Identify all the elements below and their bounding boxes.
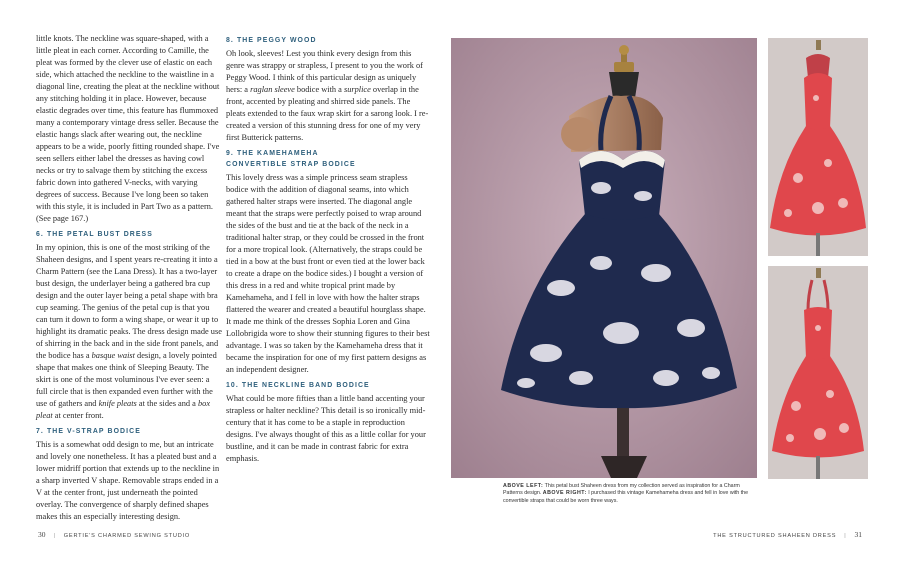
footer-divider: | xyxy=(844,533,847,539)
footer-left xyxy=(38,530,190,539)
text-run: at center front. xyxy=(52,411,104,420)
emphasis-box-pleat: box pleat xyxy=(36,399,211,420)
dress-form-navy-illustration xyxy=(451,38,757,478)
photo-caption xyxy=(503,483,753,505)
dress-form-red-halter-illustration xyxy=(768,266,868,479)
heading-petal-bust-dress: 6. THE PETAL BUST DRESS xyxy=(36,231,153,238)
heading-kamehameha xyxy=(226,148,430,170)
photo-kamehameha-dress-crossed xyxy=(768,38,868,256)
heading-line: 9. THE KAMEHAMEHA xyxy=(226,150,319,157)
caption-text-left: This petal bust Shaheen dress from my collection served as inspiration for a Charm Patterns design. xyxy=(503,483,740,497)
text-run: at the sides and a xyxy=(136,399,198,408)
text-column-left xyxy=(36,33,222,523)
text-run: bodice with a xyxy=(294,85,344,94)
caption-lead-left: ABOVE LEFT: xyxy=(503,483,544,489)
paragraph-peggy-wood xyxy=(226,48,430,144)
page-number-left: 30 xyxy=(38,530,46,539)
book-title: GERTIE'S CHARMED SEWING STUDIO xyxy=(63,533,191,539)
emphasis-basque-waist: basque waist xyxy=(91,351,135,360)
footer-right xyxy=(713,530,862,539)
heading-peggy-wood: 8. THE PEGGY WOOD xyxy=(226,37,317,44)
text-run: Oh look, sleeves! Lest you think every design from this genre was strappy or strapless, I present to you the work of Peggy Wood. I think of this particular design as uniquely hers: a xyxy=(226,49,423,94)
text-run: In my opinion, this is one of the most striking of the Shaheen designs, and I spent years re-creating it into a Charm Pattern (see the Lana Dress). It has a two-layer bust design, the underlayer being a gathered bra cup design and the outer layer being a petal shape with bra cup seaming. The genius of the petal cup is that you can turn it down to form a wing shape, or wear it up to highlight its dramatic peaks. The dress design made use of shirring in the back and in the side front panels, and the bodice has a xyxy=(36,243,222,360)
paragraph-neckline-pleat: little knots. The neckline was square-shaped, with a little pleat in each corner. According to Camille, the pleat was formed by the clever use of elastic on each side, which attached the neckline to the waistline in a diagonal line, creating the pleat at the neckline without any stitching holding it in place. However, because elastic degrades over time, this feature has flummoxed many a contemporary vintage dress seller. Because the elastic hangs slack after wearing out, the neckline appears to be a wide, poorly fitting rounded shape. I've seen sellers either label the dresses as having cowl necks or try to salvage them by stitching the excess fabric down into gathered V-necks, with varying degrees of success. Because I've long been so taken with this style, it is included in Part Two as a pattern. (See page 167.) xyxy=(36,34,220,223)
emphasis-surplice: surplice xyxy=(343,85,371,94)
paragraph-v-strap-bodice: This is a somewhat odd design to me, but an intricate and lovely one nonetheless. It has a pleated bust and a lower midriff portion that extends up to the neckline in a sharp inverted V shape. Removable straps ended in a V at the center front, just underneath the pointed overlay. The convergence of sharply defined shapes makes this an especially interesting design. xyxy=(36,440,220,521)
paragraph-neckline-band-bodice: What could be more fifties than a little band accenting your strapless or halter neckline? This detail is so ironically mid-century that it has come to be a staple in reproduction designs. I've always thought of this as a little collar for your bustline, and it can be made in contrast fabric for extra emphasis. xyxy=(226,394,426,463)
text-run: design, a lovely pointed shape that makes one think of Sleeping Beauty. The skirt is one of the most voluminous I've ever seen: a full circle that is then expanded even further with the use of gathers and xyxy=(36,351,217,408)
photo-petal-bust-dress xyxy=(451,38,757,478)
photo-kamehameha-dress-halter xyxy=(768,266,868,479)
paragraph-kamehameha: This lovely dress was a simple princess seam strapless bodice with the addition of diagonal seams, into which gathered halter straps were inserted. The diagonal angle meant that the straps were perfectly poised to wrap around the sides of the bust and tie at the back of the neck in a traditional halter strap, or they could be crossed in the front for a more tropical look. (Alternatively, the straps could be tied in a bow at the bust front or even tied at the lower back to create a drape on the bodice sides.) I bought a version of this dress in a red and white tropical print made by Kamehameha, and I fell in love with how the halter straps flattered the wearer and created a beautiful hourglass shape. It made me think of the dresses Sophia Loren and Gina Lollobrigida wore to show their stunning figures to their best advantage. I was so taken by the Kamehameha dress that it became the inspiration for one of my first pattern designs as an independent designer. xyxy=(226,173,430,374)
paragraph-petal-bust-dress xyxy=(36,242,222,422)
page-number-right: 31 xyxy=(854,530,862,539)
dress-form-red-crossed-illustration xyxy=(768,38,868,256)
chapter-title: THE STRUCTURED SHAHEEN DRESS xyxy=(713,533,837,539)
heading-neckline-band-bodice: 10. THE NECKLINE BAND BODICE xyxy=(226,382,370,389)
emphasis-raglan-sleeve: raglan sleeve xyxy=(250,85,295,94)
caption-lead-right: ABOVE RIGHT: xyxy=(542,490,587,497)
footer-divider: | xyxy=(53,533,56,539)
text-column-middle xyxy=(226,33,430,465)
caption-text-right: I purchased this vintage Kamehameha dress and fell in love with the convertible straps that could be worn three ways. xyxy=(503,490,749,504)
heading-line: CONVERTIBLE STRAP BODICE xyxy=(226,161,356,168)
emphasis-knife-pleats: knife pleats xyxy=(98,399,137,408)
text-run: overlap in the front, accented by pleating and shirred side panels. The pleats extended to the faux wrap skirt for a sarong look. I re-created a version of this stunning dress for one of my very first Butterick patterns. xyxy=(226,85,429,142)
heading-v-strap-bodice: 7. THE V-STRAP BODICE xyxy=(36,428,141,435)
